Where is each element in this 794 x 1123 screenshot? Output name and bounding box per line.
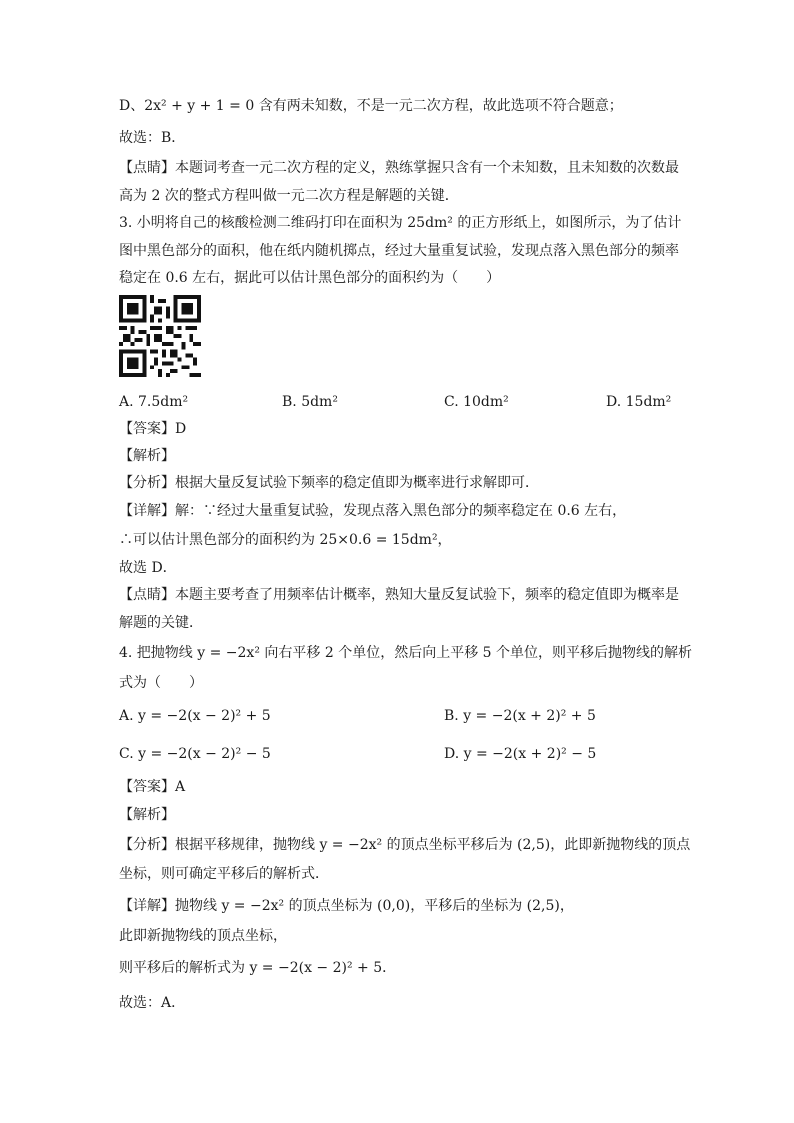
question-4-line-2: 式为（ ） <box>119 675 203 691</box>
qr-code-image <box>119 295 201 377</box>
detail-4-line-4: 故选：A． <box>119 995 186 1011</box>
comment-3-line-2: 解题的关键． <box>119 615 203 631</box>
detail-4-line-2: 此即新抛物线的顶点坐标， <box>119 928 287 944</box>
detail-4-line-3: 则平移后的解析式为 y = −2(x − 2)² + 5． <box>119 960 397 976</box>
analysis-heading-4: 【解析】 <box>119 807 175 823</box>
q3-choice-b: B. 5dm² <box>282 394 338 410</box>
answer-3: 【答案】D <box>119 421 187 437</box>
question-3-line-3: 稳定在 0.6 左右，据此可以估计黑色部分的面积约为（ ） <box>119 270 501 286</box>
q4-choice-b: B. y = −2(x + 2)² + 5 <box>444 708 596 724</box>
question-4-line-1: 4. 把抛物线 y = −2x² 向右平移 2 个单位，然后向上平移 5 个单位，则平移后抛物线的解析 <box>119 645 693 661</box>
q3-choice-c: C. 10dm² <box>444 394 509 410</box>
q4-choice-a: A. y = −2(x − 2)² + 5 <box>119 708 271 724</box>
detail-4-line-1: 【详解】抛物线 y = −2x² 的顶点坐标为 (0,0)，平移后的坐标为 (2,5)， <box>119 898 574 914</box>
analysis-4-line-2: 坐标，则可确定平移后的解析式． <box>119 866 329 882</box>
q3-choice-d: D. 15dm² <box>606 394 672 410</box>
question-3-line-2: 图中黑色部分的面积，他在纸内随机掷点，经过大量重复试验，发现点落入黑色部分的频率 <box>119 243 679 259</box>
text-line-1: D、2x² + y + 1 = 0 含有两未知数，不是一元二次方程，故此选项不符合题意； <box>119 98 623 114</box>
detail-3-line-2: ∴可以估计黑色部分的面积约为 25×0.6 = 15dm²， <box>119 532 452 548</box>
analysis-4-line-1: 【分析】根据平移规律，抛物线 y = −2x² 的顶点坐标平移后为 (2,5)，此即新抛物线的顶点 <box>119 837 691 853</box>
text-line-2: 故选：B． <box>119 130 186 146</box>
analysis-heading-3: 【解析】 <box>119 448 175 464</box>
comment-3-line-1: 【点睛】本题主要考查了用频率估计概率，熟知大量反复试验下，频率的稳定值即为概率是 <box>119 587 679 603</box>
answer-4: 【答案】A <box>119 779 186 795</box>
detail-3-line-3: 故选 D． <box>119 560 177 576</box>
text-line-4: 高为 2 次的整式方程叫做一元二次方程是解题的关键． <box>119 188 459 204</box>
q4-choice-c: C. y = −2(x − 2)² − 5 <box>119 746 271 762</box>
analysis-3: 【分析】根据大量反复试验下频率的稳定值即为概率进行求解即可． <box>119 475 539 491</box>
text-line-3: 【点睛】本题词考查一元二次方程的定义，熟练掌握只含有一个未知数，且未知数的次数最 <box>119 160 679 176</box>
q3-choice-a: A. 7.5dm² <box>119 394 189 410</box>
question-3-line-1: 3. 小明将自己的核酸检测二维码打印在面积为 25dm² 的正方形纸上，如图所示，为了估计 <box>119 215 682 231</box>
q4-choice-d: D. y = −2(x + 2)² − 5 <box>444 746 597 762</box>
detail-3-line-1: 【详解】解：∵经过大量重复试验，发现点落入黑色部分的频率稳定在 0.6 左右， <box>119 503 627 519</box>
